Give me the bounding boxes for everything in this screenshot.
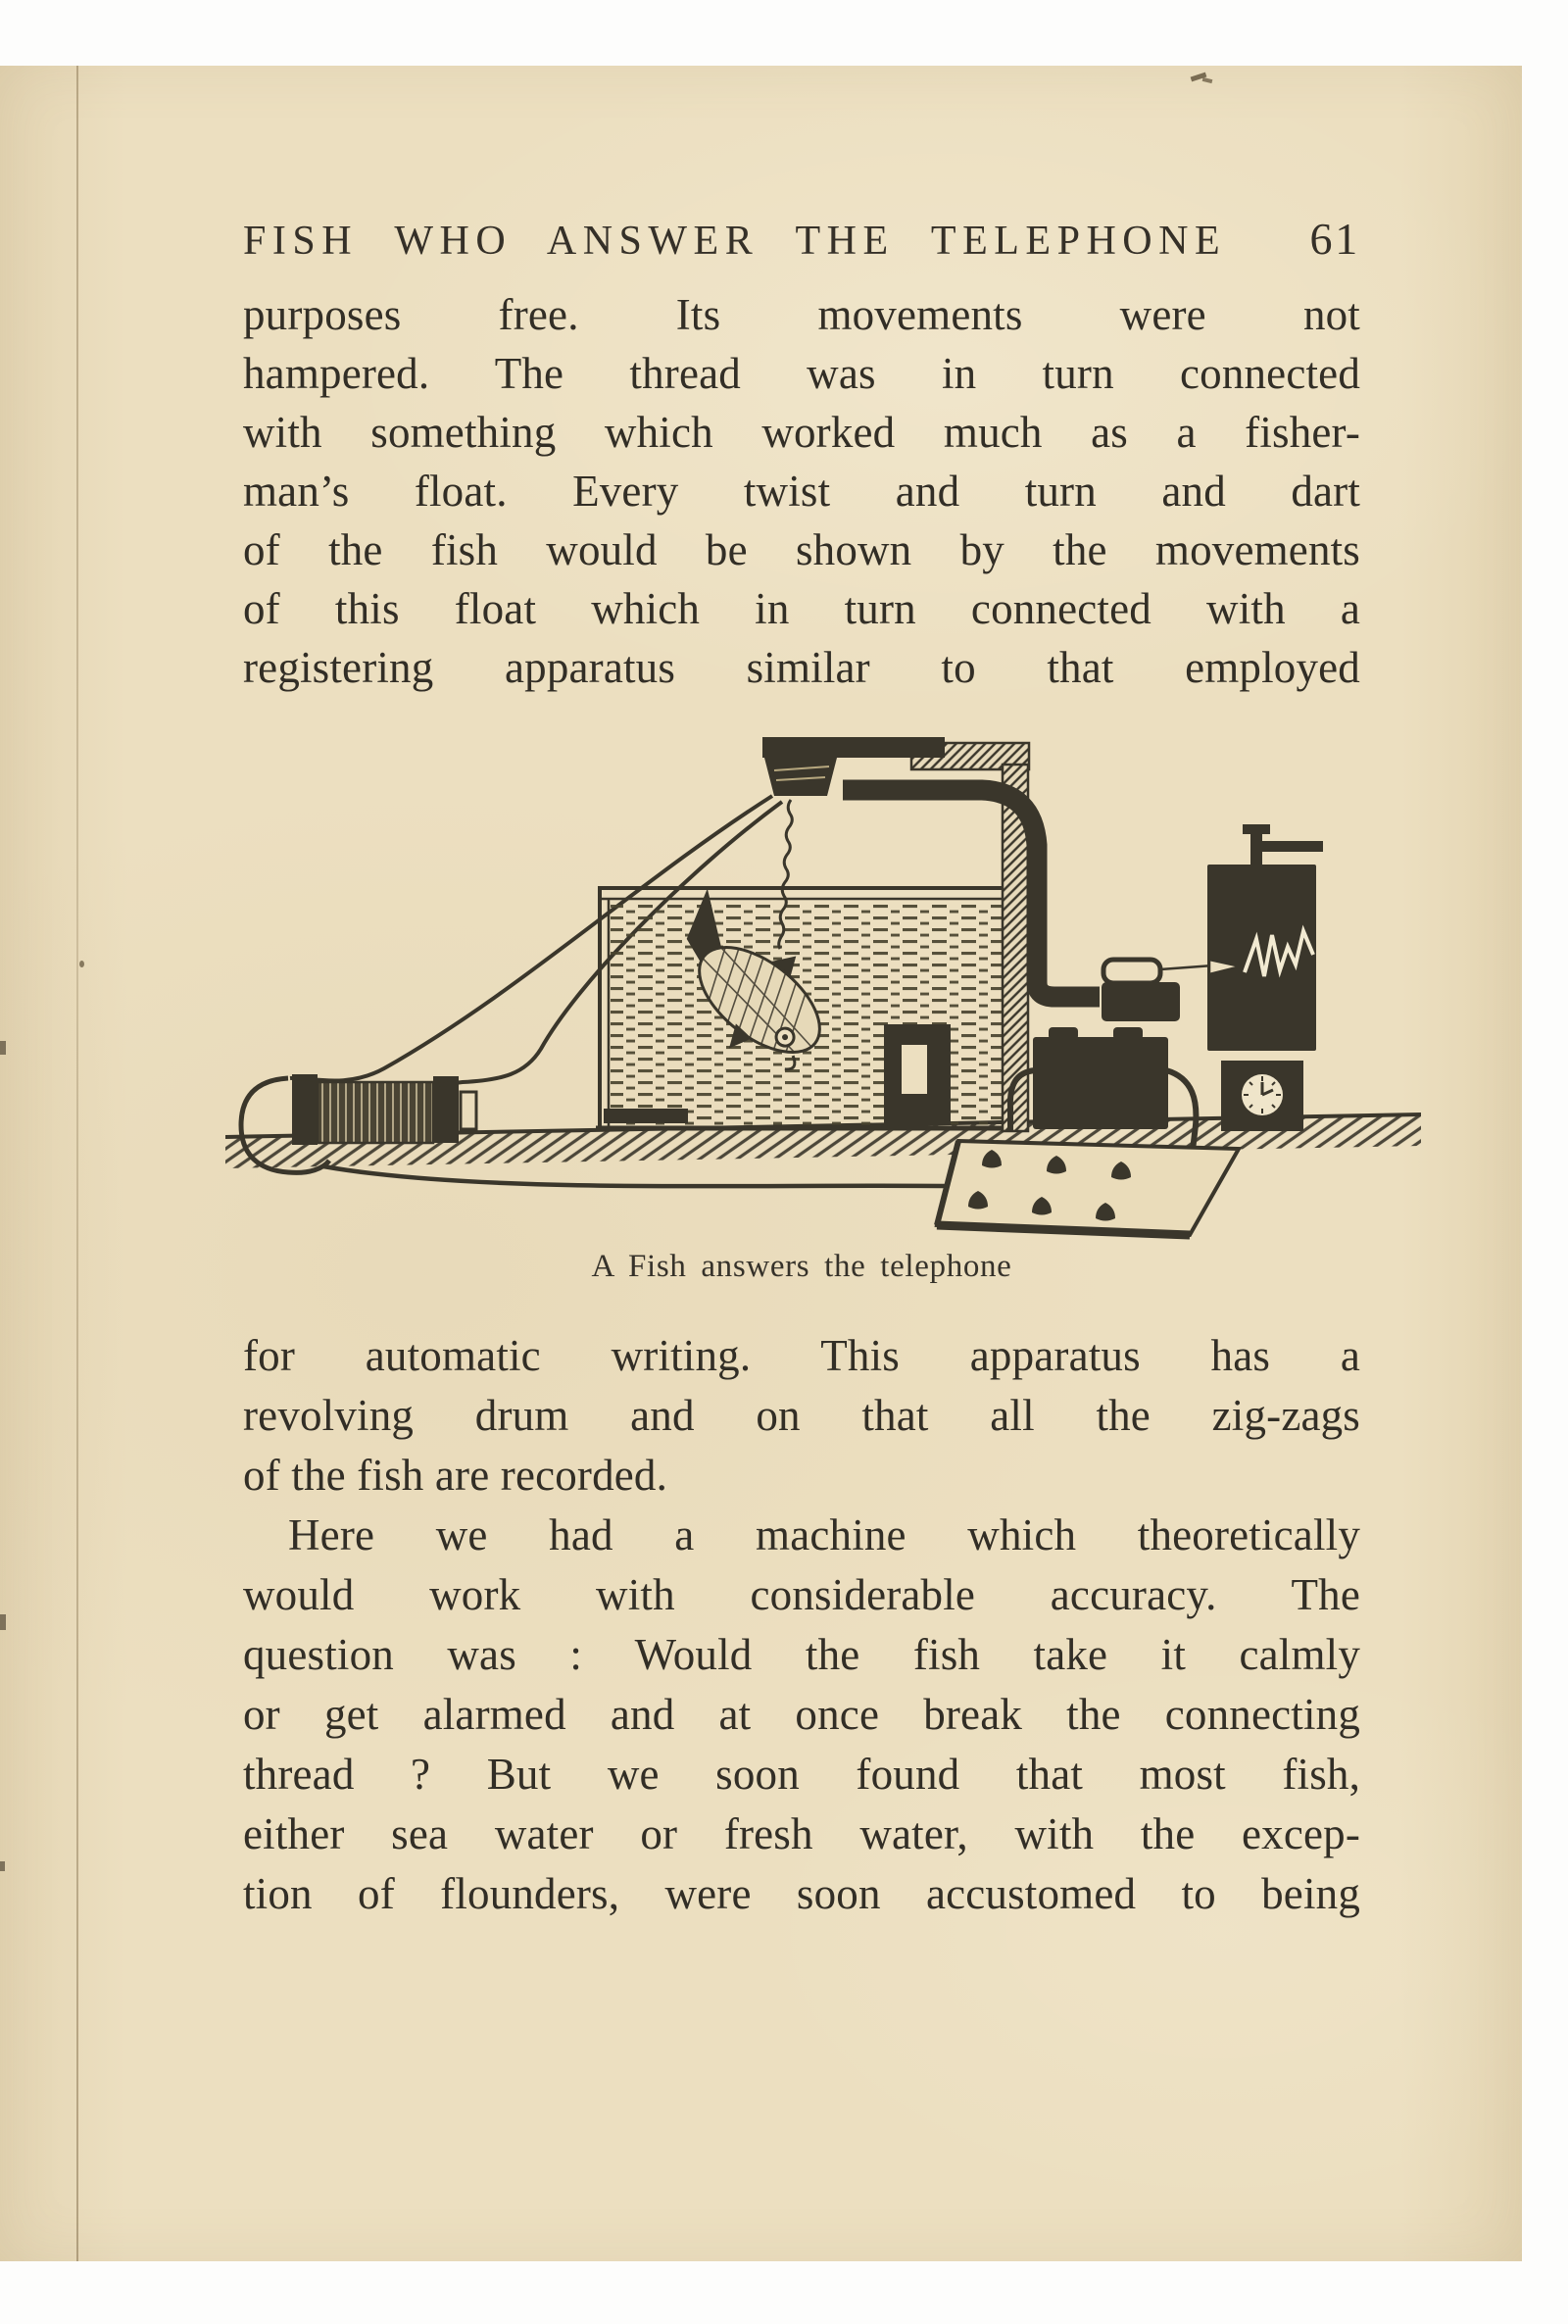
running-header xyxy=(243,213,1360,272)
page-edge-mark xyxy=(0,1614,6,1630)
text-line: hampered. The thread was in turn connected xyxy=(243,349,1360,398)
text-line: or get alarmed and at once break the connecting xyxy=(243,1690,1360,1739)
page-paper xyxy=(0,66,1522,2261)
paragraph-block-1 xyxy=(243,285,1360,697)
text-line: Here we had a machine which theoretically xyxy=(288,1510,1360,1559)
figure-caption: A Fish answers the telephone xyxy=(591,1249,1012,1284)
crank-handle xyxy=(1262,841,1323,852)
text-line: would work with considerable accuracy. The xyxy=(243,1570,1360,1619)
text-line: with something which worked much as a fisher- xyxy=(243,408,1360,457)
text-line: for automatic writing. This apparatus has a xyxy=(243,1331,1360,1380)
chapter-title: FISH WHO ANSWER THE TELEPHONE xyxy=(243,219,1227,264)
text-line: of the fish would be shown by the movements xyxy=(243,525,1360,574)
text-line: of this float which in turn connected with a xyxy=(243,584,1360,633)
text-line: revolving drum and on that all the zig-zags xyxy=(243,1391,1360,1440)
ink-speck xyxy=(79,961,84,967)
paragraph-block-2 xyxy=(243,1326,1360,1924)
relay-box xyxy=(1102,960,1213,1021)
page-edge-mark xyxy=(0,1861,5,1871)
button-board xyxy=(937,1141,1239,1235)
page-number: 61 xyxy=(1309,214,1360,264)
text-line: question was : Would the fish take it calmly xyxy=(243,1630,1360,1679)
recording-drum xyxy=(1207,824,1323,1051)
text-line: registering apparatus similar to that employed xyxy=(243,643,1360,692)
page-gutter-line xyxy=(76,66,78,2261)
text-line: thread ? But we soon found that most fish, xyxy=(243,1750,1360,1799)
page-edge-mark xyxy=(0,1041,6,1055)
fish-telephone-illustration xyxy=(225,725,1421,1274)
text-line: of the fish are recorded. xyxy=(243,1451,668,1500)
text-line: either sea water or fresh water, with the excep- xyxy=(243,1809,1360,1858)
ink-speck xyxy=(1202,77,1213,83)
text-line: tion of flounders, were soon accustomed to being xyxy=(243,1869,1360,1918)
text-line: purposes free. Its movements were not xyxy=(243,290,1360,339)
text-line: man’s float. Every twist and turn and dart xyxy=(243,467,1360,516)
clock xyxy=(1221,1061,1303,1131)
